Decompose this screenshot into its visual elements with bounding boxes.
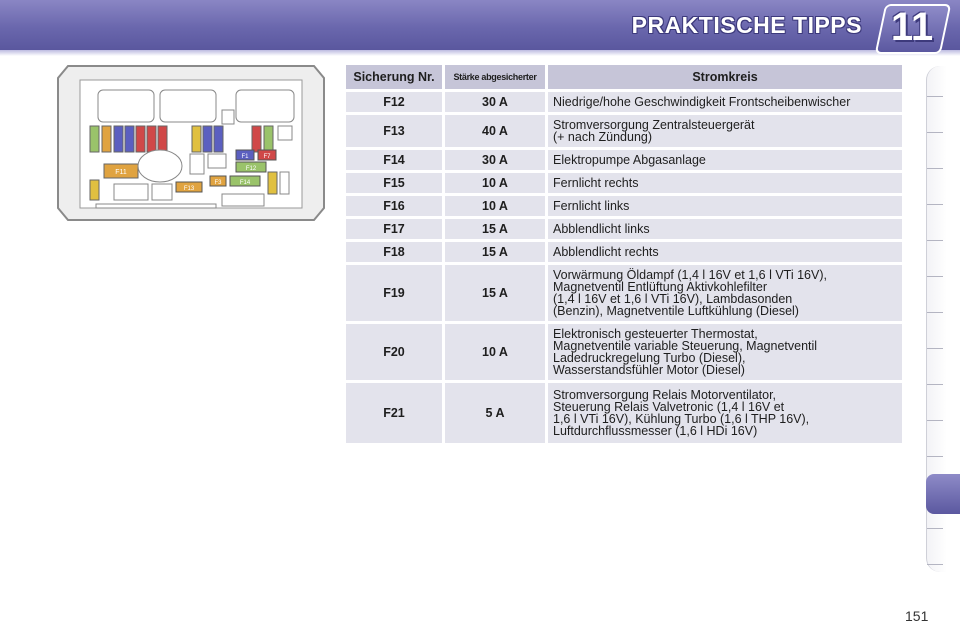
table-row — [346, 265, 902, 321]
fuse-slot — [147, 126, 156, 152]
thumb-index-divider — [927, 456, 943, 457]
cell-circuit: Niedrige/hohe Geschwindigkeit Frontscheibenwischer — [548, 92, 902, 112]
fuse-block — [190, 154, 204, 174]
cell-fuse-rating: 10 A — [445, 324, 545, 380]
cell-fuse-rating: 30 A — [445, 92, 545, 112]
fuse-slot — [214, 126, 223, 152]
cell-fuse-number: F19 — [346, 265, 442, 321]
thumb-index-divider — [927, 240, 943, 241]
fuse-slot — [136, 126, 145, 152]
cell-circuit: Fernlicht rechts — [548, 173, 902, 193]
cell-circuit: Vorwärmung Öldampf (1,4 l 16V et 1,6 l VTi 16V), Magnetventil Entlüftung Aktivkohlefilter (1,4 l 16V et 1,6 l VTi 16V), Lambdasonden (Benzin), Magnetventile Luftkühlung (Diesel) — [548, 265, 902, 321]
fuse-slot — [114, 126, 123, 152]
cell-fuse-rating: 30 A — [445, 150, 545, 170]
fuse-slot — [280, 172, 289, 194]
fuse-label-f1: F1 — [241, 154, 249, 160]
thumb-index-divider — [927, 420, 943, 421]
page-number: 151 — [905, 608, 929, 624]
cell-circuit: Fernlicht links — [548, 196, 902, 216]
relay-block-2 — [160, 90, 216, 122]
cell-fuse-rating: 10 A — [445, 173, 545, 193]
thumb-index-divider — [927, 348, 943, 349]
fuse-table-body — [346, 92, 902, 443]
thumb-index-divider — [927, 528, 943, 529]
fuse-slot — [90, 126, 99, 152]
thumb-index-active-tab[interactable] — [926, 474, 960, 514]
cell-fuse-number: F13 — [346, 115, 442, 147]
thumb-index-divider — [927, 564, 943, 565]
table-row — [346, 150, 902, 170]
column-header-rating: Stärke abgesicherter — [445, 65, 545, 89]
cell-circuit: Elektropumpe Abgasanlage — [548, 150, 902, 170]
table-row — [346, 383, 902, 443]
thumb-index-divider — [927, 384, 943, 385]
fuse-slot — [278, 126, 292, 140]
fuse-block — [208, 154, 226, 168]
cell-fuse-number: F17 — [346, 219, 442, 239]
relay-block-1 — [98, 90, 154, 122]
table-header-row — [346, 65, 902, 89]
fuse-slot — [192, 126, 201, 152]
cell-fuse-rating: 5 A — [445, 383, 545, 443]
cell-circuit: Abblendlicht rechts — [548, 242, 902, 262]
cell-fuse-number: F21 — [346, 383, 442, 443]
table-row — [346, 115, 902, 147]
thumb-index-divider — [927, 312, 943, 313]
fuse-slot — [252, 126, 261, 152]
fuse-slot — [268, 172, 277, 194]
cell-circuit: Stromversorgung Relais Motorventilator, Steuerung Relais Valvetronic (1,4 l 16V et 1,6 l VTi 16V), Kühlung Turbo (1,6 l THP 16V), Luftdurchflussmesser (1,6 l HDi 16V) — [548, 383, 902, 443]
cell-fuse-number: F20 — [346, 324, 442, 380]
table-row — [346, 219, 902, 239]
cell-circuit: Elektronisch gesteuerter Thermostat, Magnetventile variable Steuerung, Magnetventil Ladedruckregelung Turbo (Diesel), Wasserstandsfühler Motor (Diesel) — [548, 324, 902, 380]
table-row — [346, 196, 902, 216]
table-row — [346, 324, 902, 380]
fuse-block — [152, 184, 172, 200]
cell-fuse-rating: 15 A — [445, 242, 545, 262]
thumb-index-divider — [927, 132, 943, 133]
fuse-slot — [158, 126, 167, 152]
fuse-bar — [96, 204, 216, 208]
column-header-circuit: Stromkreis — [548, 65, 902, 89]
cell-fuse-rating: 15 A — [445, 219, 545, 239]
fuse-label-f14: F14 — [239, 180, 251, 186]
table-row — [346, 92, 902, 112]
relay-block-3 — [236, 90, 294, 122]
cell-fuse-number: F14 — [346, 150, 442, 170]
fuse-slot — [90, 180, 99, 200]
thumb-index-divider — [927, 276, 943, 277]
cell-fuse-rating: 15 A — [445, 265, 545, 321]
cell-circuit: Abblendlicht links — [548, 219, 902, 239]
fuse-box-diagram — [56, 64, 326, 222]
fuse-table — [343, 62, 905, 446]
header-shade — [0, 50, 960, 56]
fuse-block — [222, 194, 264, 206]
fuse-label-f11: F11 — [115, 169, 127, 176]
fuse-slot — [125, 126, 134, 152]
chapter-title: PRAKTISCHE TIPPS — [631, 12, 862, 38]
column-header-fuse: Sicherung Nr. — [346, 65, 442, 89]
cell-fuse-number: F15 — [346, 173, 442, 193]
cell-fuse-number: F16 — [346, 196, 442, 216]
thumb-index-divider — [927, 96, 943, 97]
connector-round — [138, 150, 182, 182]
table-row — [346, 173, 902, 193]
fuse-label-f12: F12 — [245, 166, 257, 172]
cell-fuse-rating: 40 A — [445, 115, 545, 147]
fuse-label-f7: F7 — [263, 154, 271, 160]
table-row — [346, 242, 902, 262]
thumb-index-divider — [927, 204, 943, 205]
fuse-block — [114, 184, 148, 200]
fuse-slot — [102, 126, 111, 152]
fuse-label-f13: F13 — [183, 186, 195, 192]
fuse-slot — [203, 126, 212, 152]
cell-fuse-number: F18 — [346, 242, 442, 262]
fuse-label-f3: F3 — [214, 180, 222, 186]
fuse-slot — [264, 126, 273, 152]
chapter-number: 11 — [890, 5, 934, 49]
cell-fuse-number: F12 — [346, 92, 442, 112]
thumb-index-divider — [927, 168, 943, 169]
cell-circuit: Stromversorgung Zentralsteuergerät (+ nach Zündung) — [548, 115, 902, 147]
cell-fuse-rating: 10 A — [445, 196, 545, 216]
relay-small — [222, 110, 234, 124]
